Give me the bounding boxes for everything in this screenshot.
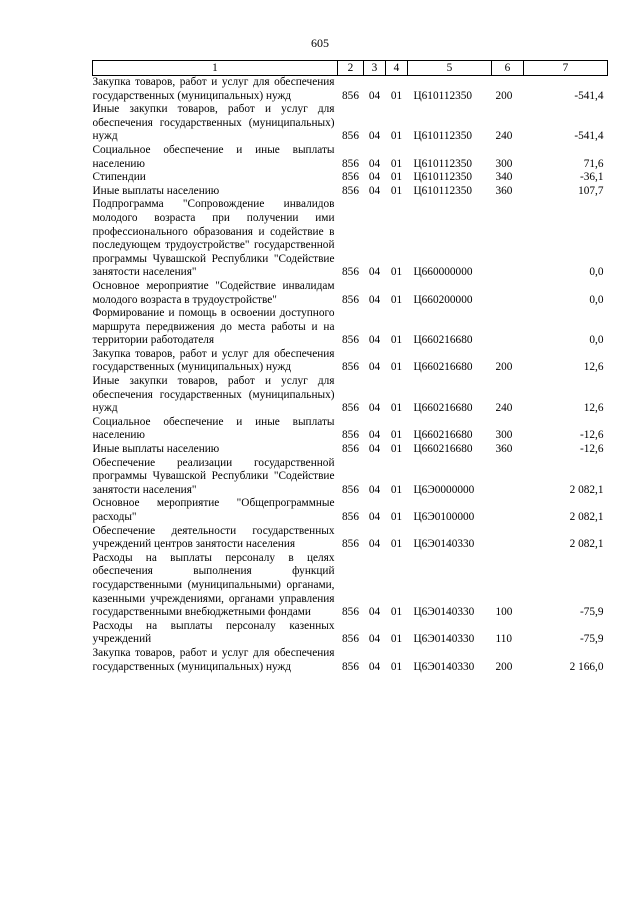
row-cs: Ц6Э0100000: [413, 511, 475, 523]
row-pr: 01: [390, 402, 403, 415]
row-gr: 856: [342, 429, 359, 442]
row-vr: [492, 525, 524, 552]
row-name: Обеспечение реализации государственной программы Чувашской Республики "Содействие занятости населения": [92, 456, 335, 496]
table-row: [93, 375, 608, 416]
row-vr: 200: [495, 361, 513, 374]
row-name: Закупка товаров, работ и услуг для обеспечения государственных (муниципальных) нужд: [92, 76, 335, 102]
row-rz: 04: [368, 443, 381, 456]
row-pr: 01: [390, 443, 403, 456]
row-vr: 360: [495, 443, 513, 456]
row-sum: -12,6: [579, 443, 604, 456]
row-vr: 240: [495, 130, 513, 143]
row-cs: Ц6Э0140330: [413, 660, 475, 673]
row-name: Подпрограмма "Сопровождение инвалидов молодого возраста при получении ими профессионального образования и содействие в последующем трудоустройстве" государственной программы Чувашской Республики "Содействие занятости населения": [92, 198, 335, 279]
row-vr: 340: [495, 171, 513, 184]
row-gr: 856: [342, 538, 359, 551]
row-rz: 04: [368, 606, 381, 619]
row-pr: 01: [390, 511, 403, 523]
row-rz: 04: [368, 538, 381, 551]
row-name: Стипендии: [92, 171, 146, 184]
row-pr: 01: [390, 184, 403, 197]
row-rz: 04: [368, 293, 381, 306]
row-vr: 100: [495, 606, 513, 619]
header-col-6: 6: [492, 61, 524, 76]
row-vr: 240: [495, 402, 513, 415]
row-name: Основное мероприятие "Содействие инвалидам молодого возраста в трудоустройстве": [92, 279, 335, 306]
row-gr: 856: [342, 266, 359, 279]
row-cs: Ц660200000: [413, 293, 473, 306]
row-rz: 04: [368, 633, 381, 646]
page-number: 605: [311, 36, 329, 50]
header-col-7: 7: [524, 61, 608, 76]
row-pr: 01: [390, 429, 403, 442]
header-col-2: 2: [338, 61, 364, 76]
row-rz: 04: [368, 157, 381, 170]
header-col-3: 3: [364, 61, 386, 76]
row-gr: 856: [342, 633, 359, 646]
row-sum: -36,1: [579, 171, 604, 184]
row-cs: Ц610112350: [413, 157, 473, 170]
header-col-5: 5: [408, 61, 492, 76]
row-sum: 0,0: [589, 334, 604, 347]
row-cs: Ц6Э0140330: [413, 538, 475, 551]
table-row: [93, 307, 608, 348]
row-cs: Ц6Э0140330: [413, 633, 475, 646]
row-sum: -541,4: [574, 89, 604, 102]
row-pr: 01: [390, 130, 403, 143]
row-name: Иные выплаты населению: [92, 443, 220, 456]
row-rz: 04: [368, 266, 381, 279]
row-rz: 04: [368, 483, 381, 496]
row-rz: 04: [368, 361, 381, 374]
row-gr: 856: [342, 184, 359, 197]
table-row: [93, 144, 608, 171]
row-name: Расходы на выплаты персоналу в целях обеспечения выполнения функций государственными (муниципальными) органами, казенными учреждениями, органами управления государственными внебюджетными фондами: [92, 551, 335, 619]
row-rz: 04: [368, 89, 381, 102]
table-row: [93, 185, 608, 199]
row-name: Иные закупки товаров, работ и услуг для обеспечения государственных (муниципальных) нужд: [92, 375, 335, 415]
row-gr: 856: [342, 402, 359, 415]
header-col-4: 4: [386, 61, 408, 76]
row-name: Закупка товаров, работ и услуг для обеспечения государственных (муниципальных) нужд: [92, 646, 335, 673]
row-gr: 856: [342, 130, 359, 143]
row-gr: 856: [342, 361, 359, 374]
row-rz: 04: [368, 429, 381, 442]
row-cs: Ц6Э0000000: [413, 483, 475, 496]
row-rz: 04: [368, 171, 381, 184]
row-sum: -12,6: [579, 429, 604, 442]
row-sum: -541,4: [574, 130, 604, 143]
row-vr: 200: [495, 89, 513, 102]
row-gr: 856: [342, 660, 359, 673]
row-pr: 01: [390, 538, 403, 551]
row-rz: 04: [368, 402, 381, 415]
row-vr: 200: [495, 660, 513, 673]
row-name: Социальное обеспечение и иные выплаты населению: [92, 143, 335, 170]
row-sum: 12,6: [583, 402, 604, 415]
row-cs: Ц660216680: [413, 402, 473, 415]
table-row: [93, 171, 608, 185]
table-row: [93, 525, 608, 552]
row-sum: 0,0: [589, 266, 604, 279]
row-rz: 04: [368, 130, 381, 143]
row-cs: Ц610112350: [413, 89, 473, 102]
table-row: [93, 103, 608, 144]
row-pr: 01: [390, 293, 403, 306]
row-cs: Ц660216680: [413, 443, 473, 456]
table-row: [93, 552, 608, 620]
table-row: [93, 647, 608, 674]
row-gr: 856: [342, 157, 359, 170]
row-rz: 04: [368, 184, 381, 197]
row-vr: 110: [495, 633, 513, 646]
row-cs: Ц6Э0140330: [413, 606, 475, 619]
table-row: [93, 198, 608, 280]
row-sum: 107,7: [578, 184, 604, 197]
row-gr: 856: [342, 293, 359, 306]
row-gr: 856: [342, 334, 359, 347]
row-name: Иные закупки товаров, работ и услуг для обеспечения государственных (муниципальных) нужд: [92, 103, 335, 143]
header-col-1: 1: [93, 61, 338, 76]
row-name: Обеспечение деятельности государственных учреждений центров занятости населения: [92, 524, 335, 551]
row-sum: 2 166,0: [569, 660, 604, 673]
table-row: [93, 76, 608, 104]
row-pr: 01: [390, 633, 403, 646]
row-sum: 71,6: [583, 157, 604, 170]
row-pr: 01: [390, 361, 403, 374]
row-gr: 856: [342, 443, 359, 456]
row-vr: 300: [495, 157, 513, 170]
row-pr: 01: [390, 157, 403, 170]
row-cs: Ц660000000: [413, 266, 473, 279]
row-pr: 01: [390, 334, 403, 347]
row-sum: -75,9: [579, 633, 604, 646]
row-vr: [492, 198, 524, 280]
row-name: Социальное обеспечение и иные выплаты населению: [92, 415, 335, 442]
row-sum: -75,9: [579, 606, 604, 619]
table-row: [93, 497, 608, 524]
row-pr: 01: [390, 483, 403, 496]
row-name: Формирование и помощь в освоении доступного маршрута передвижения до места работы и на территории работодателя: [92, 307, 335, 347]
row-name: Основное мероприятие "Общепрограммные расходы": [92, 497, 335, 523]
row-rz: 04: [368, 334, 381, 347]
row-cs: Ц660216680: [413, 361, 473, 374]
row-gr: 856: [342, 511, 359, 523]
row-vr: [492, 457, 524, 498]
row-name: Расходы на выплаты персоналу казенных учреждений: [92, 619, 335, 646]
row-name: Закупка товаров, работ и услуг для обеспечения государственных (муниципальных) нужд: [92, 347, 335, 374]
row-cs: Ц610112350: [413, 171, 473, 184]
row-cs: Ц660216680: [413, 334, 473, 347]
row-gr: 856: [342, 483, 359, 496]
row-pr: 01: [390, 606, 403, 619]
table-row: [93, 443, 608, 457]
table-row: [93, 457, 608, 498]
row-cs: Ц660216680: [413, 429, 473, 442]
row-cs: Ц610112350: [413, 184, 473, 197]
row-vr: 360: [495, 184, 513, 197]
row-pr: 01: [390, 660, 403, 673]
budget-table: [92, 60, 608, 674]
table-row: [93, 416, 608, 443]
row-gr: 856: [342, 171, 359, 184]
row-vr: [492, 307, 524, 348]
row-sum: 2 082,1: [569, 538, 604, 551]
row-gr: 856: [342, 89, 359, 102]
table-row: [93, 620, 608, 647]
row-pr: 01: [390, 89, 403, 102]
row-name: Иные выплаты населению: [92, 184, 220, 197]
table-body: [93, 76, 608, 675]
row-pr: 01: [390, 171, 403, 184]
row-rz: 04: [368, 660, 381, 673]
row-sum: 12,6: [583, 361, 604, 374]
row-cs: Ц610112350: [413, 130, 473, 143]
row-pr: 01: [390, 266, 403, 279]
row-vr: 300: [495, 429, 513, 442]
row-sum: 0,0: [589, 293, 604, 306]
table-row: [93, 280, 608, 307]
row-vr: [492, 280, 524, 307]
row-vr: [492, 497, 524, 524]
table-row: [93, 348, 608, 375]
row-sum: 2 082,1: [569, 511, 604, 523]
row-sum: 2 082,1: [569, 483, 604, 496]
table-header: [93, 61, 608, 76]
row-gr: 856: [342, 606, 359, 619]
row-rz: 04: [368, 511, 381, 523]
